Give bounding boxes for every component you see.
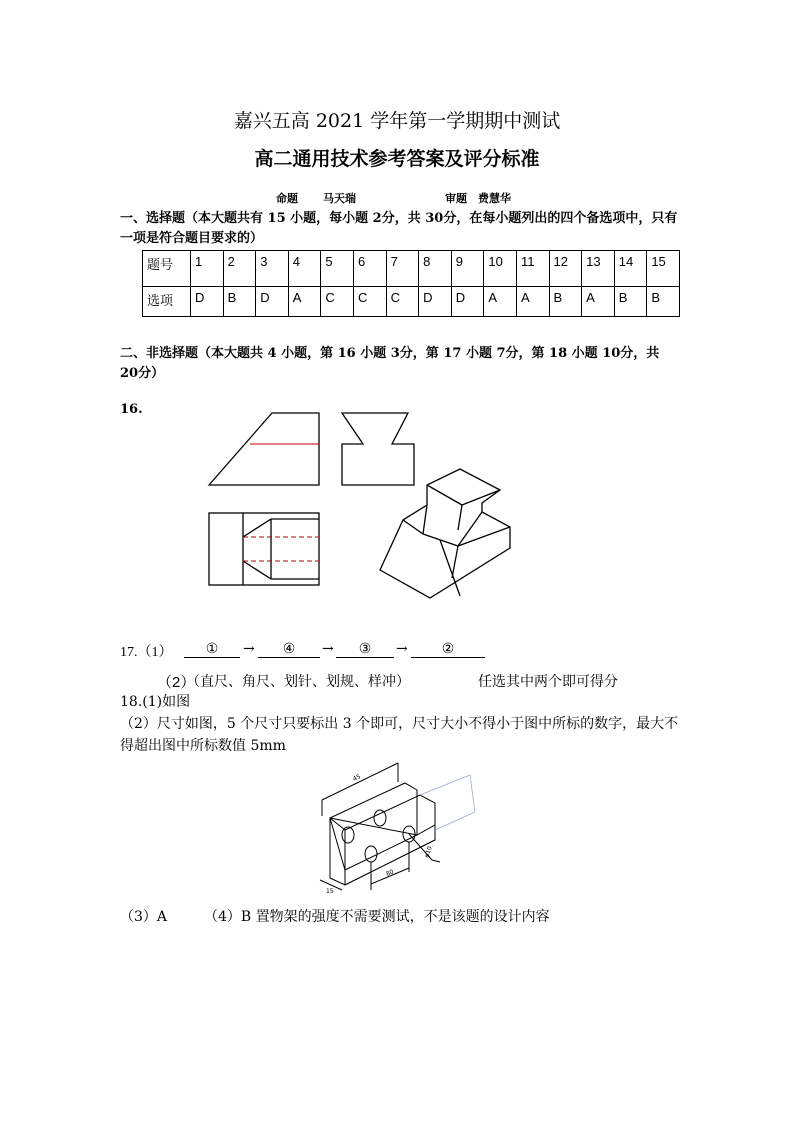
q18-drawing bbox=[310, 750, 490, 900]
q18-part1: 18.(1)如图 bbox=[120, 694, 191, 710]
row-label-option: 选项 bbox=[143, 287, 191, 317]
arrow-icon: → bbox=[243, 641, 255, 657]
q17-part2-note: 任选其中两个即可得分 bbox=[478, 674, 618, 690]
table-cell: B bbox=[549, 287, 582, 317]
q17-label: 17.（1） bbox=[120, 645, 173, 660]
setter-label: 命题 bbox=[276, 192, 298, 205]
arrow-icon: → bbox=[322, 641, 334, 657]
table-cell: 13 bbox=[582, 251, 615, 287]
dim-label: 80 bbox=[385, 868, 395, 878]
q18-part3: （3）A bbox=[120, 909, 168, 925]
table-cell: 6 bbox=[353, 251, 386, 287]
table-cell: C bbox=[353, 287, 386, 317]
table-cell: B bbox=[223, 287, 256, 317]
table-cell: A bbox=[484, 287, 517, 317]
q17-part2-label: （2） bbox=[157, 674, 196, 691]
table-cell: 7 bbox=[386, 251, 419, 287]
table-cell: A bbox=[288, 287, 321, 317]
table-cell: D bbox=[256, 287, 289, 317]
row-label-number: 题号 bbox=[143, 251, 191, 287]
section1-heading: 一、选择题（本大题共有 15 小题，每小题 2分，共 30分，在每小题列出的四个备选项中，只有一项是符合题目要求的） bbox=[120, 211, 678, 246]
q17-part2-text: （直尺、角尺、划针、划规、样冲） bbox=[186, 674, 410, 690]
table-cell: A bbox=[516, 287, 549, 317]
q18-part4: （4）B 置物架的强度不需要测试，不是该题的设计内容 bbox=[204, 909, 550, 925]
section2-heading: 二、非选择题（本大题共 4 小题，第 16 小题 3分，第 17 小题 7分，第 18 小题 10分，共 20分） bbox=[120, 346, 660, 381]
dim-label: φ10 bbox=[423, 845, 434, 859]
table-cell: D bbox=[451, 287, 484, 317]
table-row bbox=[143, 251, 680, 287]
table-cell: 4 bbox=[288, 251, 321, 287]
dim-label: 45 bbox=[351, 773, 362, 783]
answer-table bbox=[142, 250, 680, 317]
table-cell: 10 bbox=[484, 251, 517, 287]
table-cell: C bbox=[386, 287, 419, 317]
table-cell: 9 bbox=[451, 251, 484, 287]
setter-name: 马天瑞 bbox=[323, 192, 356, 205]
table-cell: B bbox=[614, 287, 647, 317]
arrow-icon: → bbox=[396, 641, 408, 657]
table-cell: D bbox=[191, 287, 224, 317]
table-cell: 15 bbox=[647, 251, 680, 287]
table-cell: 8 bbox=[419, 251, 452, 287]
table-row bbox=[143, 287, 680, 317]
table-cell: 3 bbox=[256, 251, 289, 287]
q16-label: 16. bbox=[120, 402, 143, 417]
table-cell: C bbox=[321, 287, 354, 317]
front-view bbox=[209, 413, 319, 485]
table-cell: 12 bbox=[549, 251, 582, 287]
table-cell: D bbox=[419, 287, 452, 317]
dim-label: 15 bbox=[326, 888, 334, 895]
q17-step-2: ④ bbox=[258, 641, 320, 658]
q17-step-1: ① bbox=[184, 641, 240, 658]
table-cell: 2 bbox=[223, 251, 256, 287]
reviewer-label: 审题 bbox=[445, 192, 467, 205]
document-title: 嘉兴五高 2021 学年第一学期期中测试 bbox=[233, 110, 561, 132]
q16-drawing bbox=[200, 405, 530, 605]
side-view bbox=[342, 413, 414, 485]
q18-part2: （2）尺寸如图，5 个尺寸只要标出 3 个即可，尺寸大小不得小于图中所标的数字，最大不得超出图中所标数值 5mm bbox=[120, 716, 679, 754]
table-cell: A bbox=[582, 287, 615, 317]
document-subtitle: 高二通用技术参考答案及评分标准 bbox=[254, 148, 540, 170]
q17-step-4: ② bbox=[411, 641, 485, 658]
table-cell: 5 bbox=[321, 251, 354, 287]
hole bbox=[365, 846, 377, 862]
table-cell: B bbox=[647, 287, 680, 317]
table-cell: 11 bbox=[516, 251, 549, 287]
table-cell: 14 bbox=[614, 251, 647, 287]
reviewer-name: 费慧华 bbox=[478, 192, 511, 205]
isometric-view bbox=[380, 469, 510, 598]
table-cell: 1 bbox=[191, 251, 224, 287]
q17-step-3: ③ bbox=[336, 641, 394, 658]
